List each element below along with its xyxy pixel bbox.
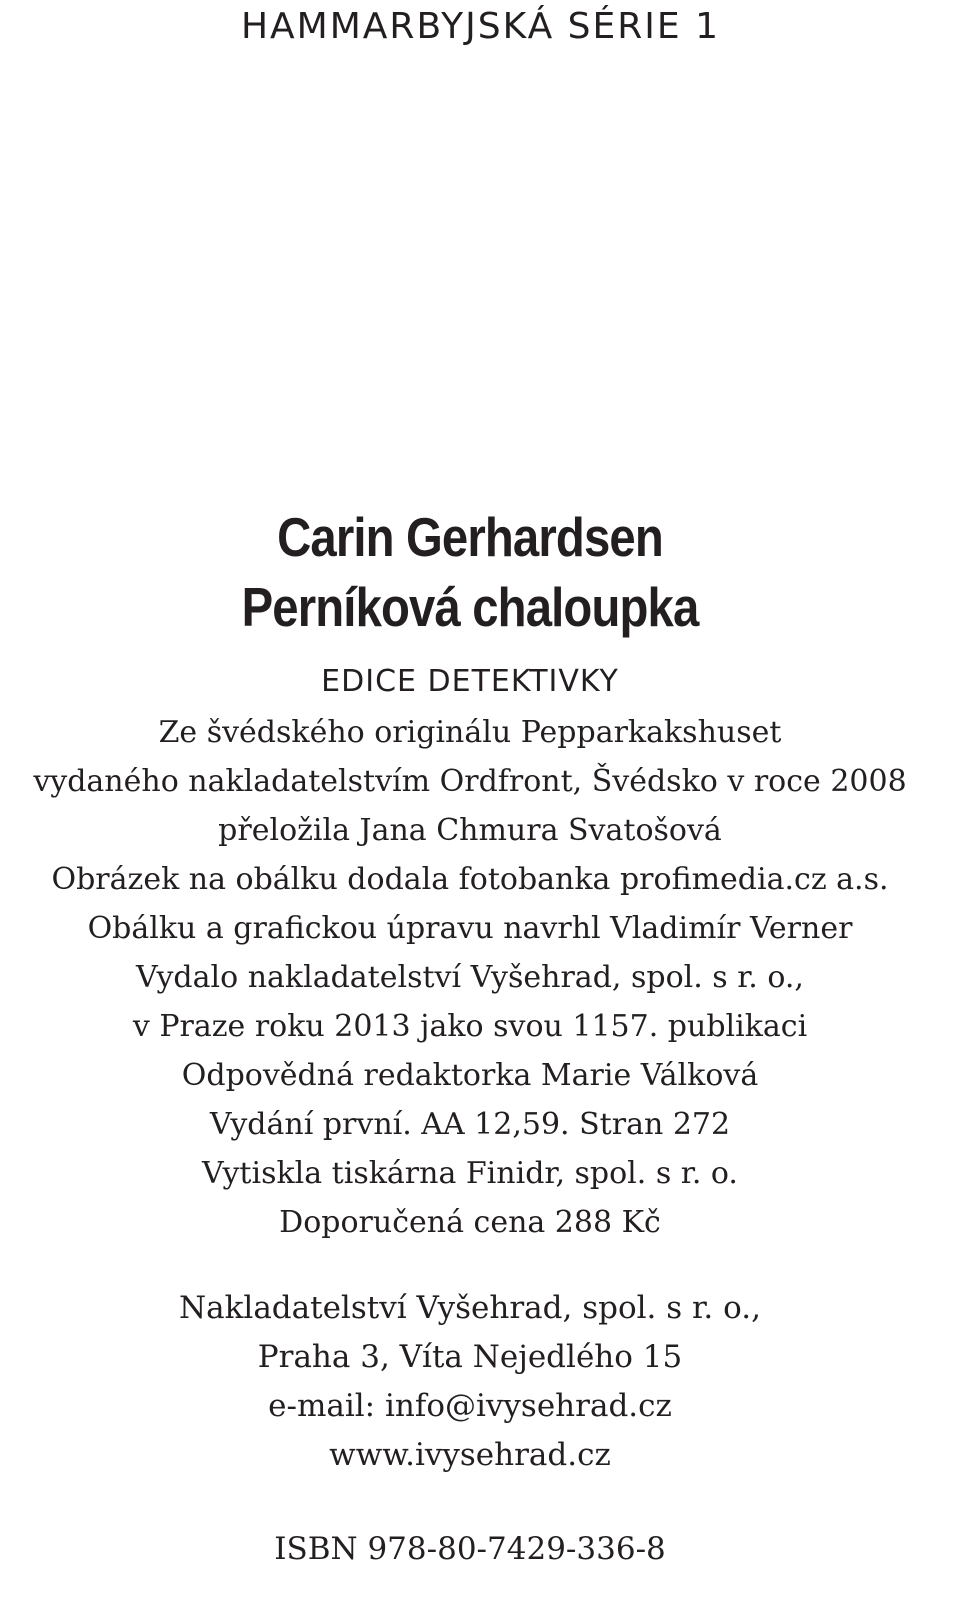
publisher-name: Nakladatelství Vyšehrad, spol. s r. o., [179, 1290, 761, 1326]
series-label: HAMMARBYJSKÁ SÉRIE 1 [240, 6, 720, 47]
credits-block [0, 708, 940, 1247]
credit-line: Vydalo nakladatelství Vyšehrad, spol. s r. o., [136, 960, 804, 995]
edition-label: EDICE DETEKTIVKY [321, 664, 619, 699]
publisher-web: www.ivysehrad.cz [329, 1437, 611, 1473]
publisher-block [0, 1284, 940, 1480]
credit-line: Obálku a grafickou úpravu navrhl Vladimír Verner [87, 911, 853, 946]
series-heading [0, 6, 940, 47]
book-author: Carin Gerhardsen [277, 506, 663, 568]
credit-line: Obrázek na obálku dodala fotobanka profimedia.cz a.s. [51, 862, 889, 897]
credit-line: Doporučená cena 288 Kč [279, 1205, 661, 1240]
credit-line: Vytiskla tiskárna Finidr, spol. s r. o. [202, 1156, 738, 1191]
publisher-address: Praha 3, Víta Nejedlého 15 [257, 1339, 683, 1375]
credit-line: Ze švédského originálu Pepparkakshuset [158, 715, 782, 750]
credit-line: Vydání první. AA 12,59. Stran 272 [209, 1107, 731, 1142]
credit-line: Odpovědná redaktorka Marie Válková [181, 1058, 759, 1093]
publisher-email: e-mail: info@ivysehrad.cz [268, 1388, 672, 1424]
credit-line: v Praze roku 2013 jako svou 1157. publikaci [132, 1009, 808, 1044]
credit-line: přeložila Jana Chmura Svatošová [218, 813, 722, 848]
credit-line: vydaného nakladatelstvím Ordfront, Švédsko v roce 2008 [33, 764, 907, 799]
isbn-label: ISBN 978-80-7429-336-8 [274, 1531, 666, 1567]
book-title: Perníková chaloupka [241, 576, 699, 638]
